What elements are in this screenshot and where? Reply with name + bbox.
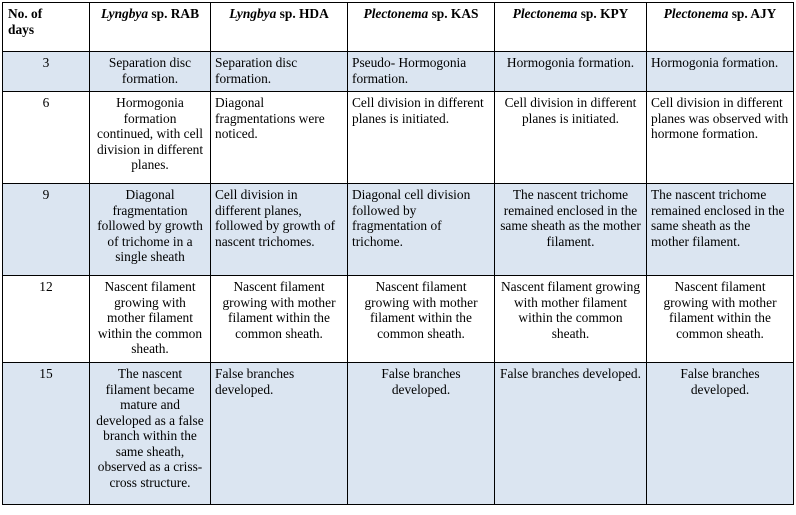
- cell-hda: Cell division in different planes, followed by growth of nascent trichomes.: [211, 184, 348, 276]
- header-ajy: [647, 3, 794, 52]
- table-row-day-3: [3, 52, 794, 92]
- header-ajy-rest: sp. AJY: [728, 6, 777, 21]
- header-kpy-rest: sp. KPY: [577, 6, 629, 21]
- data-table: [2, 2, 794, 505]
- cell-hda: Nascent filament growing with mother filament within the common sheath.: [211, 276, 348, 363]
- cell-rab: Nascent filament growing with mother filament within the common sheath.: [90, 276, 211, 363]
- cell-kas: Nascent filament growing with mother filament within the common sheath.: [348, 276, 495, 363]
- header-ajy-genus: Plectonema: [663, 6, 729, 21]
- table-row-day-12: [3, 276, 794, 363]
- header-kpy: [495, 3, 647, 52]
- cell-ajy: Cell division in different planes was observed with hormone formation.: [647, 92, 794, 184]
- header-row: [3, 3, 794, 52]
- header-kas-rest: sp. KAS: [428, 6, 479, 21]
- header-hda-genus: Lyngbya: [229, 6, 277, 21]
- cell-ajy: False branches developed.: [647, 363, 794, 505]
- header-hda-rest: sp. HDA: [276, 6, 329, 21]
- header-days: [3, 3, 90, 52]
- cell-rab: Separation disc formation.: [90, 52, 211, 92]
- header-kas: [348, 3, 495, 52]
- header-days-line2: days: [8, 21, 35, 37]
- cell-kas: Diagonal cell division followed by fragmentation of trichome.: [348, 184, 495, 276]
- cell-hda: False branches developed.: [211, 363, 348, 505]
- cell-ajy: The nascent trichome remained enclosed in the same sheath as the mother filament.: [647, 184, 794, 276]
- table-row-day-15: [3, 363, 794, 505]
- header-rab-genus: Lyngbya: [100, 6, 149, 21]
- cell-kas: Pseudo- Hormogonia formation.: [348, 52, 495, 92]
- table-row-day-9: [3, 184, 794, 276]
- cell-day: 9: [3, 184, 90, 276]
- cell-hda: Separation disc formation.: [211, 52, 348, 92]
- cell-kpy: Hormogonia formation.: [495, 52, 647, 92]
- cell-hda: Diagonal fragmentations were noticed.: [211, 92, 348, 184]
- table-row-day-6: [3, 92, 794, 184]
- cell-rab: Diagonal fragmentation followed by growth of trichome in a single sheath: [90, 184, 211, 276]
- cell-ajy: Nascent filament growing with mother filament within the common sheath.: [647, 276, 794, 363]
- header-rab-rest: sp. RAB: [148, 6, 200, 21]
- cell-kpy: Cell division in different planes is initiated.: [495, 92, 647, 184]
- cell-rab: The nascent filament became mature and developed as a false branch within the same sheath, observed as a criss-cross structure.: [90, 363, 211, 505]
- header-days-line1: No. of: [8, 6, 43, 21]
- header-hda: [211, 3, 348, 52]
- cell-ajy: Hormogonia formation.: [647, 52, 794, 92]
- cell-day: 12: [3, 276, 90, 363]
- cell-kas: False branches developed.: [348, 363, 495, 505]
- cell-rab: Hormogonia formation continued, with cell division in different planes.: [90, 92, 211, 184]
- header-kpy-genus: Plectonema: [512, 6, 578, 21]
- cell-day: 3: [3, 52, 90, 92]
- cell-kpy: The nascent trichome remained enclosed in the same sheath as the mother filament.: [495, 184, 647, 276]
- cell-kpy: False branches developed.: [495, 363, 647, 505]
- cell-day: 15: [3, 363, 90, 505]
- cell-kas: Cell division in different planes is initiated.: [348, 92, 495, 184]
- cell-day: 6: [3, 92, 90, 184]
- header-kas-genus: Plectonema: [363, 6, 429, 21]
- header-rab: [90, 3, 211, 52]
- cell-kpy: Nascent filament growing with mother filament within the common sheath.: [495, 276, 647, 363]
